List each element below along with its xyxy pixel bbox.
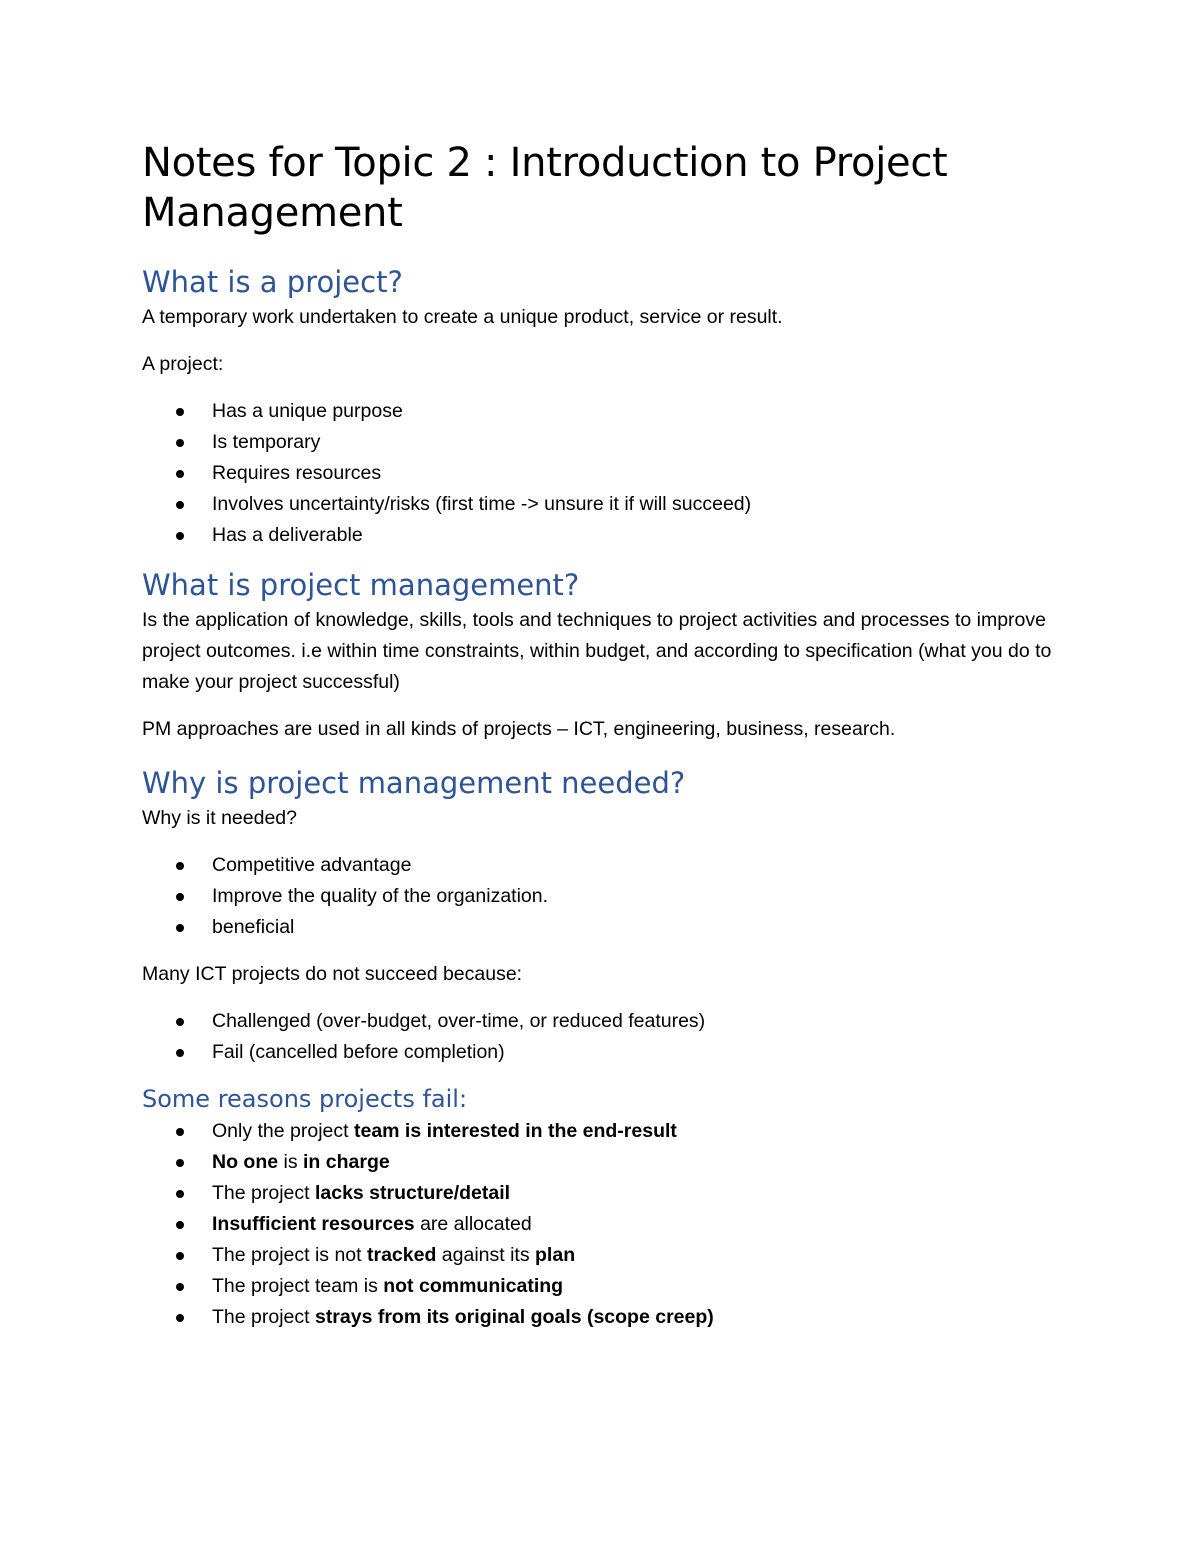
heading-what-is-project-management: What is project management? — [142, 568, 580, 602]
why-question: Why is it needed? — [142, 807, 298, 829]
bullet-icon — [176, 1018, 184, 1026]
list-item: Only the project team is interested in the end-result — [142, 1116, 1072, 1147]
list-item: Has a unique purpose — [142, 396, 1072, 427]
bullet-icon — [176, 893, 184, 901]
list-item: The project team is not communicating — [142, 1271, 1072, 1302]
heading-why-pm-needed: Why is project management needed? — [142, 766, 686, 800]
document-page — [142, 138, 1072, 1333]
bullet-icon — [176, 501, 184, 509]
fail-intro: Many ICT projects do not succeed because: — [142, 963, 523, 985]
bullet-icon — [176, 1159, 184, 1167]
list-item: Has a deliverable — [142, 520, 1072, 551]
list-item: Competitive advantage — [142, 850, 1072, 881]
bullet-icon — [176, 1190, 184, 1198]
list-item: Requires resources — [142, 458, 1072, 489]
list-item: Is temporary — [142, 427, 1072, 458]
list-item: Insufficient resources are allocated — [142, 1209, 1072, 1240]
pm-definition: Is the application of knowledge, skills, tools and techniques to project activities and processes to improve project outcomes. i.e within time constraints, within budget, and according to specification (what you do to make your project successful) — [142, 609, 1052, 693]
list-item: The project strays from its original goals (scope creep) — [142, 1302, 1072, 1333]
list-item: No one is in charge — [142, 1147, 1072, 1178]
list-item: The project is not tracked against its plan — [142, 1240, 1072, 1271]
list-item: Involves uncertainty/risks (first time -> unsure it if will succeed) — [142, 489, 1072, 520]
bullet-icon — [176, 1128, 184, 1136]
list-item: The project lacks structure/detail — [142, 1178, 1072, 1209]
bullet-icon — [176, 1049, 184, 1057]
list-item: beneficial — [142, 912, 1072, 943]
bullet-icon — [176, 1221, 184, 1229]
bullet-icon — [176, 924, 184, 932]
bullet-icon — [176, 862, 184, 870]
reasons-list — [142, 1116, 1072, 1333]
bullet-icon — [176, 439, 184, 447]
bullet-icon — [176, 470, 184, 478]
project-definition: A temporary work undertaken to create a unique product, service or result. — [142, 306, 783, 328]
pm-approaches: PM approaches are used in all kinds of projects – ICT, engineering, business, research. — [142, 718, 896, 740]
bullet-icon — [176, 1314, 184, 1322]
bullet-icon — [176, 532, 184, 540]
why-needed-list — [142, 850, 1072, 943]
fail-outcomes-list — [142, 1006, 1072, 1068]
heading-reasons-projects-fail: Some reasons projects fail: — [142, 1085, 468, 1113]
project-characteristics-list — [142, 396, 1072, 551]
list-item: Fail (cancelled before completion) — [142, 1037, 1072, 1068]
bullet-icon — [176, 408, 184, 416]
bullet-icon — [176, 1283, 184, 1291]
project-list-intro: A project: — [142, 353, 224, 375]
heading-what-is-a-project: What is a project? — [142, 265, 403, 299]
list-item: Improve the quality of the organization. — [142, 881, 1072, 912]
document-title: Notes for Topic 2 : Introduction to Project Management — [142, 140, 948, 236]
list-item: Challenged (over-budget, over-time, or reduced features) — [142, 1006, 1072, 1037]
bullet-icon — [176, 1252, 184, 1260]
